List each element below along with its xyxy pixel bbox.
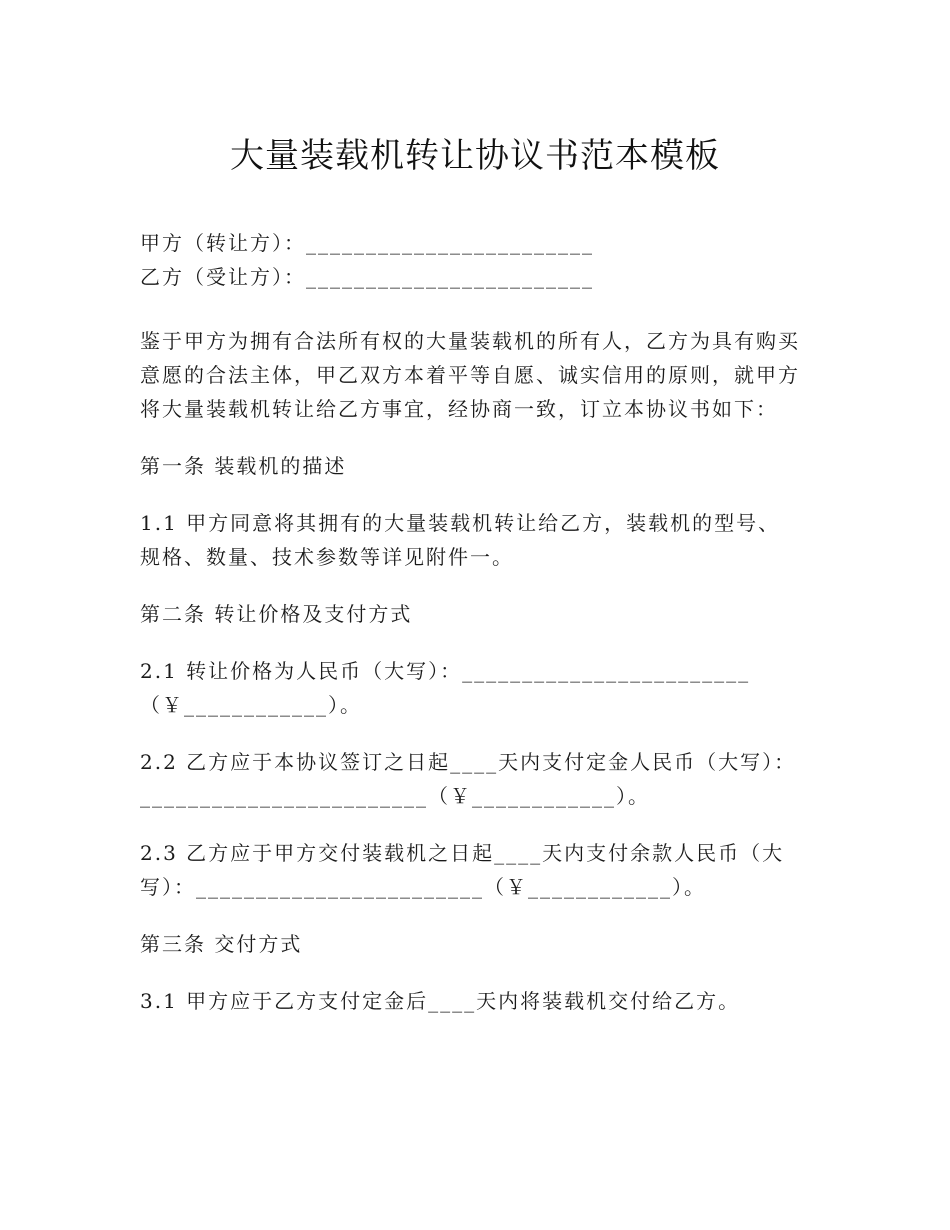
clause-2-3-line-2: 写）：________________________（￥____________）。 xyxy=(140,875,706,899)
clause-2-1-line-1: 2.1 转让价格为人民币（大写）：________________________ xyxy=(140,659,751,683)
article-3-heading: 第三条 交付方式 xyxy=(140,932,303,956)
document-body xyxy=(140,226,800,1018)
document-title: 大量装载机转让协议书范本模板 xyxy=(230,136,720,176)
clause-2-1-line-2: （￥____________）。 xyxy=(140,693,362,717)
party-b-line: 乙方（受让方）：________________________ xyxy=(140,265,594,289)
clause-2-3-line-1: 2.3 乙方应于甲方交付装载机之日起____天内支付余款人民币（大 xyxy=(140,841,785,865)
clause-2-2-line-1: 2.2 乙方应于本协议签订之日起____天内支付定金人民币（大写）： xyxy=(140,750,797,774)
article-1-heading: 第一条 装载机的描述 xyxy=(140,454,347,478)
clause-2-2-line-2: ________________________（￥____________）。 xyxy=(140,784,650,808)
preamble-paragraph: 鉴于甲方为拥有合法所有权的大量装载机的所有人，乙方为具有购买意愿的合法主体，甲乙双方本着平等自愿、诚实信用的原则，就甲方将大量装载机转让给乙方事宜，经协商一致，订立本协议书如下： xyxy=(140,329,800,421)
article-2-heading: 第二条 转让价格及支付方式 xyxy=(140,602,413,626)
party-a-line: 甲方（转让方）：________________________ xyxy=(140,231,594,255)
clause-3-1: 3.1 甲方应于乙方支付定金后____天内将装载机交付给乙方。 xyxy=(140,989,741,1013)
clause-1-1: 1.1 甲方同意将其拥有的大量装载机转让给乙方，装载机的型号、规格、数量、技术参数等详见附件一。 xyxy=(140,511,781,569)
